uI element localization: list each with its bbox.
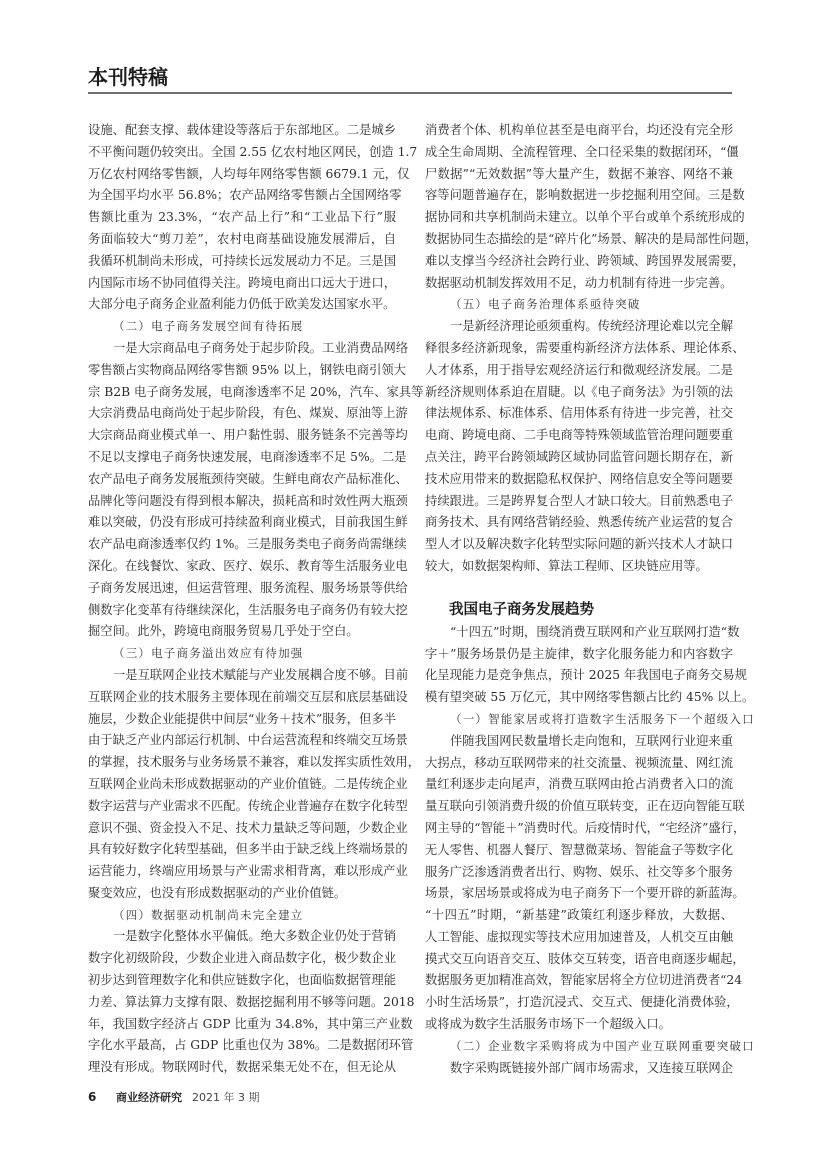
- body-text-line: 量红利逐步走向尾声，消费互联网由抢占消费者入口的流: [425, 777, 733, 792]
- body-text-line: 万亿农村网络零售额，人均每年网络零售额 6679.1 元，仅: [88, 166, 410, 181]
- body-text-line: 服务广泛渗透消费者出行、购物、娱乐、社交等多个服务: [425, 864, 733, 879]
- body-text-line: 我循环机制尚未形成，可持续长远发展动力不足。三是国: [88, 253, 396, 268]
- subsection-heading: （二）电子商务发展空间有待拓展: [113, 319, 304, 334]
- body-text-line: 技术应用带来的数据隐私权保护、网络信息安全等问题要: [425, 471, 733, 486]
- body-text-line: 大宗消费品电商尚处于起步阶段，有色、煤炭、原油等上游: [88, 406, 408, 421]
- body-text-line: 深化。在线餐饮、家政、医疗、娱乐、教育等生活服务业电: [88, 558, 408, 573]
- body-text-line: 成全生命周期、全流程管理、全口径采集的数据闭环，“僵: [425, 144, 739, 159]
- subsection-heading: （三）电子商务溢出效应有待加强: [113, 646, 304, 661]
- body-text-line: 数据服务更加精准高效，智能家居将全方位切进消费者“24: [425, 973, 743, 988]
- body-text-line: 力差、算法算力支撑有限、数据挖掘利用不够等问题。2018: [88, 994, 415, 1009]
- subsection-heading: （一）智能家居或将打造数字生活服务下一个超级入口: [450, 711, 755, 726]
- body-text-line: 农产品电商渗透率仅约 1%。三是服务类电子商务尚需继续: [88, 537, 407, 552]
- body-text-line: 小时生活场景”，打造沉浸式、交互式、便捷化消费体验，: [425, 995, 739, 1010]
- body-text-line: 不足以支撑电子商务快速发展，电商渗透率不足 5%。二是: [88, 449, 407, 464]
- header-divider: [88, 92, 732, 94]
- body-text-line: 大部分电子商务企业盈利能力仍低于欧美发达国家水平。: [88, 297, 396, 312]
- section-heading: 我国电子商务发展趋势: [449, 601, 594, 618]
- body-text-line: 点关注，跨平台跨领域跨区域协同监管问题长期存在，新: [425, 449, 733, 464]
- body-text-line: 不平衡问题仍较突出。全国 2.55 亿农村地区网民，创造 1.7: [88, 144, 418, 159]
- body-text-line: 模有望突破 55 万亿元，其中网络零售额占比约 45% 以上。: [425, 690, 755, 705]
- body-text-line: 律法规体系、标准体系、信用体系有待进一步完善，社交: [425, 406, 733, 421]
- body-text-line: 人工智能、虚拟现实等技术应用加速普及，人机交互由触: [425, 929, 733, 944]
- subsection-heading: （二）企业数字采购将成为中国产业互联网重要突破口: [450, 1038, 755, 1053]
- body-text-line: 务面临较大“剪刀差”，农村电商基础设施发展滞后，自: [88, 231, 396, 246]
- issue-label: 2021 年 3 期: [192, 1091, 260, 1104]
- body-text-line: 意识不强、资金投入不足、技术力量缺乏等问题，少数企业: [88, 820, 408, 835]
- body-text-line: 电商、跨境电商、二手电商等特殊领域监管治理问题要重: [425, 428, 733, 443]
- body-text-line: 难以支撑当今经济社会跨行业、跨领域、跨国界发展需要，: [425, 253, 745, 268]
- body-text-line: 数字运营与产业需求不匹配。传统企业普遍存在数字化转型: [88, 798, 408, 813]
- body-text-line: 由于缺乏产业内部运行机制、中台运营流程和终端交互场景: [88, 733, 408, 748]
- body-text-line: 字＋”服务场景仍是主旋律，数字化服务能力和内容数字: [425, 646, 733, 661]
- body-text-line: 难以突破，仍没有形成可持续盈利商业模式，目前我国生鲜: [88, 515, 408, 530]
- body-text-line: 宗 B2B 电子商务发展，电商渗透率不足 20%，汽车、家具等: [88, 384, 424, 399]
- body-text-line: 持续跟进。三是跨界复合型人才缺口较大。目前熟悉电子: [425, 493, 733, 508]
- left-column: [88, 120, 424, 1079]
- body-text-line: 字化水平最高，占 GDP 比重也仅为 38%。二是数据闭环管: [88, 1038, 414, 1053]
- body-text-line: 或将成为数字生活服务市场下一个超级入口。: [425, 1017, 671, 1032]
- body-text-line: 场景，家居场景或将成为电子商务下一个要开辟的新蓝海。: [425, 886, 745, 901]
- page-header: [88, 64, 732, 94]
- body-text-line: 侧数字化变革有待继续深化，生活服务电子商务仍有较大挖: [88, 602, 408, 617]
- body-text-line: 量互联向引领消费升级的价值互联转变，正在迈向智能互联: [425, 799, 745, 814]
- body-text-line: 消费者个体、机构单位甚至是电商平台，均还没有完全形: [425, 123, 733, 137]
- body-text-line: 初步达到管理数字化和供应链数字化，也面临数据管理能: [88, 973, 396, 988]
- body-text-line: 据协同和共享机制尚未建立。以单个平台或单个系统形成的: [425, 210, 745, 225]
- body-text-line: 一是数字化整体水平偏低。绝大多数企业仍处于营销: [113, 929, 396, 944]
- body-text-line: 一是新经济理论亟须重构。传统经济理论难以完全解: [450, 319, 733, 334]
- body-text-line: 一是大宗商品电子商务处于起步阶段。工业消费品网络: [113, 340, 409, 355]
- body-text-line: 品牌化等问题没有得到根本解决，损耗高和时效性两大瓶颈: [88, 493, 408, 508]
- body-text-line: 商务技术、具有网络营销经验、熟悉传统产业运营的复合: [425, 515, 733, 530]
- body-text-line: 型人才以及解决数字化转型实际问题的新兴技术人才缺口: [425, 537, 733, 552]
- page-footer: [88, 1089, 259, 1105]
- body-text-line: 聚变效应，也没有形成数据驱动的产业价值链。: [88, 885, 347, 900]
- body-text-line: 伴随我国网民数量增长走向饱和，互联网行业迎来重: [450, 733, 733, 748]
- body-text-line: 互联网企业的技术服务主要体现在前端交互层和底层基础设: [88, 689, 408, 704]
- body-text-line: “十四五”时期，“新基建”政策红利逐步释放，大数据、: [425, 908, 733, 923]
- body-text-line: 网主导的“智能＋”消费时代。后疫情时代，“宅经济”盛行，: [425, 820, 746, 835]
- body-text-line: 的掌握，技术服务与业务场景不兼容，难以发挥实质性效用，: [88, 755, 421, 770]
- journal-name: 商业经济研究: [116, 1091, 182, 1104]
- body-text-line: 尸数据”“无效数据”等大量产生，数据不兼容、网络不兼: [425, 166, 733, 181]
- body-text-line: 数字化初级阶段，少数企业进入商品数字化，极少数企业: [88, 951, 396, 966]
- body-text-line: 为全国平均水平 56.8%；农产品网络零售额占全国网络零: [88, 188, 402, 203]
- body-text-line: 互联网企业尚未形成数据驱动的产业价值链。二是传统企业: [88, 776, 408, 791]
- column-label: 本刊特稿: [88, 65, 168, 89]
- body-text-line: 摸式交互向语音交互、肢体交互转变，语音电商逐步崛起，: [425, 951, 745, 966]
- body-text-line: 具有较好数字化转型基础，但多半由于缺乏线上终端场景的: [88, 842, 408, 857]
- body-text-line: 较大，如数据架构师、算法工程师、区块链应用等。: [425, 558, 708, 573]
- right-column: [425, 120, 758, 1079]
- body-text-line: 掘空间。此外，跨境电商服务贸易几乎处于空白。: [88, 624, 359, 639]
- body-text-line: 售额比重为 23.3%，“农产品上行”和“工业品下行”服: [88, 210, 396, 225]
- body-text-line: 人才体系，用于指导宏观经济运行和微观经济发展。二是: [425, 362, 733, 377]
- body-text-line: 数据驱动机制发挥效用不足，动力机制有待进一步完善。: [425, 275, 733, 290]
- body-text-line: 理没有形成。物联网时代，数据采集无处不在，但无论从: [88, 1060, 396, 1075]
- body-text-line: 新经济规则体系迫在眉睫。以《电子商务法》为引领的法: [425, 384, 733, 399]
- body-text-line: 数据协同生态描绘的是“碎片化”场景、解决的是局部性问题，: [425, 231, 758, 246]
- page-number: 6: [88, 1090, 97, 1104]
- body-text-line: 释很多经济新现象，需要重构新经济方法体系、理论体系、: [425, 340, 745, 355]
- body-text-line: 容等问题普遍存在，影响数据进一步挖掘利用空间。三是数: [425, 188, 745, 203]
- body-text-line: 内国际市场不协同值得关注。跨境电商出口远大于进口，: [88, 275, 396, 290]
- body-text-line: 设施、配套支撑、载体建设等落后于东部地区。二是城乡: [88, 123, 396, 137]
- body-text-line: “十四五”时期，围绕消费互联网和产业互联网打造“数: [450, 624, 740, 639]
- body-text-line: 农产品电子商务发展瓶颈待突破。生鲜电商农产品标准化、: [88, 471, 408, 486]
- body-text-line: 数字采购既链接外部广阔市场需求，又连接互联网企: [450, 1060, 733, 1075]
- body-text-line: 施层，少数企业能提供中间层“业务＋技术”服务，但多半: [88, 711, 396, 726]
- body-text-line: 无人零售、机器人餐厅、智慧微菜场、智能盒子等数字化: [425, 842, 733, 857]
- body-text-line: 大宗商品商业模式单一、用户黏性弱、服务链条不完善等均: [88, 428, 408, 443]
- body-text-line: 大拐点，移动互联网带来的社交流量、视频流量、网红流: [425, 755, 733, 770]
- body-text-line: 一是互联网企业技术赋能与产业发展耦合度不够。目前: [113, 667, 409, 682]
- subsection-heading: （五）电子商务治理体系亟待突破: [450, 297, 641, 312]
- body-text-line: 年，我国数字经济占 GDP 比重为 34.8%，其中第三产业数: [88, 1016, 413, 1031]
- body-text-line: 子商务发展迅速，但运营管理、服务流程、服务场景等供给: [88, 580, 408, 595]
- body-text-line: 零售额占实物商品网络零售额 95% 以上，钢铁电商引领大: [88, 362, 406, 377]
- subsection-heading: （四）数据驱动机制尚未完全建立: [113, 907, 304, 922]
- body-text-line: 化呈现能力是竞争焦点，预计 2025 年我国电子商务交易规: [425, 668, 747, 683]
- body-text-line: 运营能力，终端应用场景与产业需求相背离，难以形成产业: [88, 864, 408, 879]
